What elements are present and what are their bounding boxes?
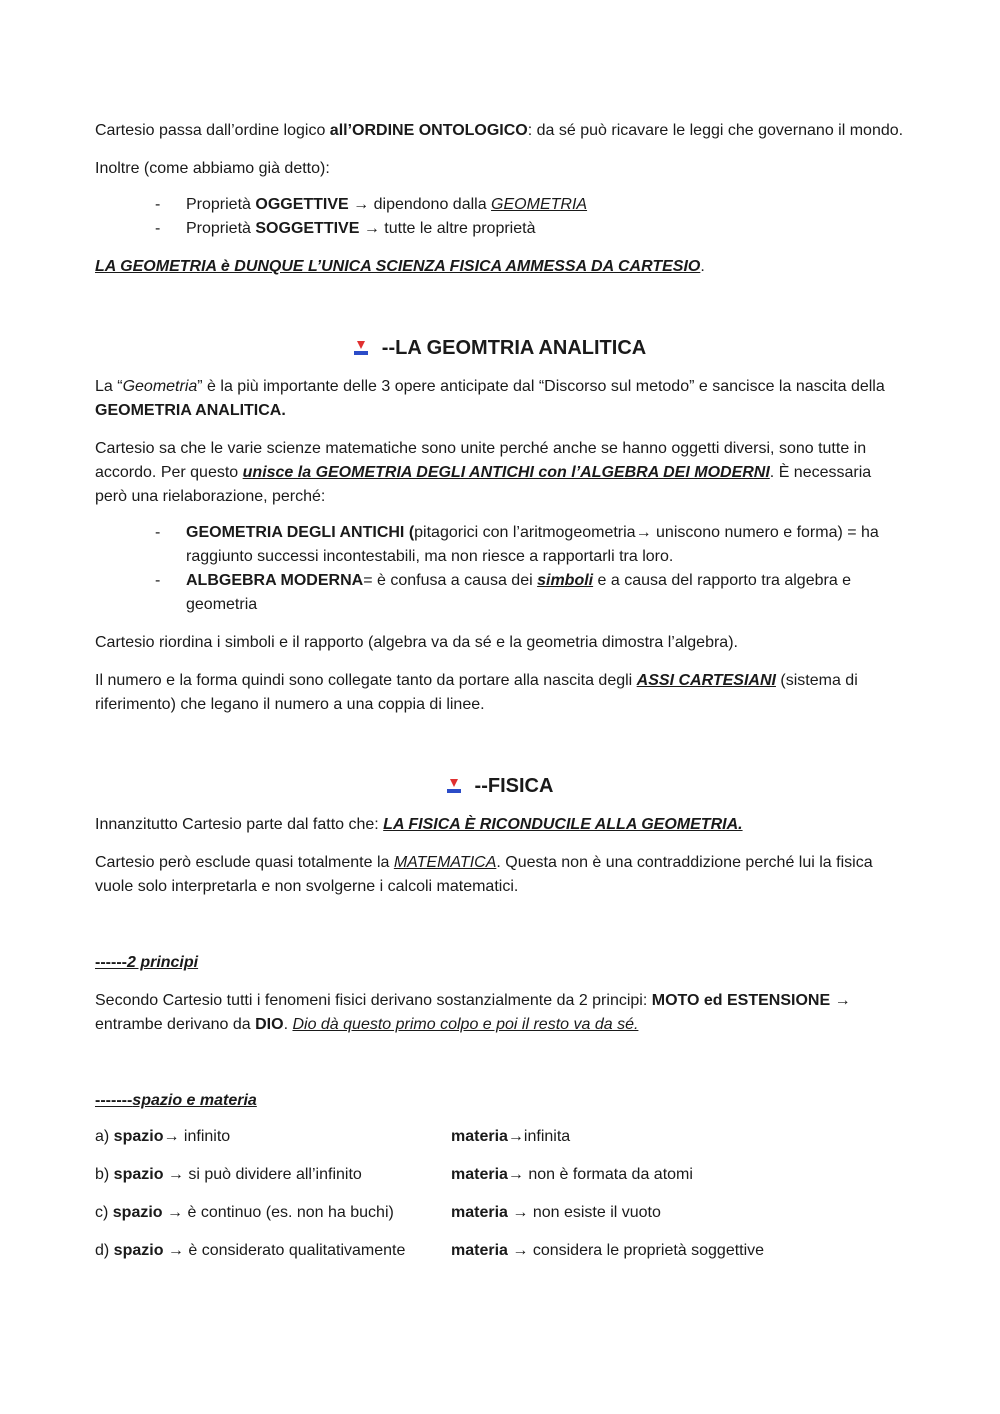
bold-text: spazio: [113, 1166, 164, 1183]
text: Cartesio però esclude quasi totalmente la: [95, 854, 394, 871]
text: infinito: [183, 1128, 231, 1145]
text: è considerato qualitativamente: [188, 1242, 406, 1259]
emphasis-text: Dio dà questo primo colpo e poi il resto va da sé.: [292, 1016, 639, 1033]
text: Cartesio passa dall’ordine logico: [95, 122, 330, 139]
text: Cartesio sa che le varie scienze matematiche sono unite perché anche se hanno oggetti diversi, sono tutte in accordo. Per questo: [95, 440, 867, 481]
bold-text: spazio: [112, 1204, 163, 1221]
emphasis-text: simboli: [537, 572, 594, 589]
list-item: [95, 217, 905, 241]
bold-text: materia: [451, 1204, 508, 1221]
space-cell: [95, 1239, 451, 1263]
subheading-text: spazio e materia: [132, 1092, 257, 1109]
arrow-right-icon: →: [507, 1204, 533, 1221]
emphasis-text: unisce la GEOMETRIA DEGLI ANTICHI con l’ALGEBRA DEI MODERNI: [242, 464, 770, 481]
text: Secondo Cartesio tutti i fenomeni fisici derivano sostanzialmente da 2 principi:: [95, 992, 652, 1009]
intro-paragraph: [95, 119, 905, 143]
arrow-right-icon: →: [162, 1204, 188, 1221]
heading-text: --LA GEOMTRIA ANALITICA: [381, 337, 647, 359]
emphasis-text: LA GEOMETRIA è DUNQUE L’UNICA SCIENZA FISICA AMMESSA DA CARTESIO: [95, 258, 701, 275]
matter-cell: [451, 1163, 693, 1187]
bold-text: ALBGEBRA MODERNA: [186, 572, 364, 589]
text: d): [95, 1242, 114, 1259]
paragraph: [95, 437, 905, 509]
list-item: [95, 521, 905, 569]
italic-text: Geometria: [122, 378, 198, 395]
text: entrambe derivano da: [95, 1016, 256, 1033]
bold-text: GEOMETRIA ANALITICA.: [95, 402, 286, 419]
dash-bullet: -: [155, 572, 161, 589]
emphasis-text: LA FISICA È RICONDUCILE ALLA GEOMETRIA.: [383, 816, 743, 833]
arrow-right-icon: →: [635, 524, 657, 541]
paragraph: [95, 375, 905, 423]
document-page: [95, 119, 905, 1263]
space-cell: [95, 1125, 451, 1149]
bold-text: GEOMETRIA DEGLI ANTICHI (: [186, 524, 415, 541]
emphasis-text: MATEMATICA: [393, 854, 497, 871]
paragraph: Cartesio riordina i simboli e il rapporto (algebra va da sé e la geometria dimostra l’algebra).: [95, 634, 738, 651]
subheading-text: 2 principi: [126, 954, 199, 971]
arrow-right-icon: →: [163, 1242, 189, 1259]
text: Proprietà: [186, 220, 256, 237]
text: ” è la più importante delle 3 opere anticipate dal “Discorso sul metodo” e sancisce la nascita della: [197, 378, 885, 395]
text: non è formata da atomi: [528, 1166, 693, 1183]
bullet-arrow-icon: [354, 341, 368, 355]
arrow-right-icon: →: [163, 1166, 189, 1183]
subheading: [95, 1089, 905, 1113]
text: Innanzitutto Cartesio parte dal fatto che:: [95, 816, 384, 833]
dash-bullet: -: [155, 196, 161, 213]
matter-cell: [451, 1239, 764, 1263]
text: Proprietà: [186, 196, 256, 213]
section-heading: [95, 773, 905, 799]
text: . Questa non è una contraddizione perché lui la fisica vuole solo interpretarla e non svolgerne i calcoli matematici.: [95, 854, 873, 895]
arrow-right-icon: →: [163, 1128, 184, 1145]
text: : da sé può ricavare le leggi che governano il mondo.: [527, 122, 904, 139]
bold-text: OGGETTIVE: [255, 196, 349, 213]
text: La “: [95, 378, 123, 395]
bold-text: materia: [451, 1166, 508, 1183]
comparison-list: [95, 521, 905, 617]
bold-text: spazio: [113, 1242, 164, 1259]
matter-cell: [451, 1201, 661, 1225]
text: tutte le altre proprietà: [384, 220, 536, 237]
text: a): [95, 1128, 114, 1145]
text: dipendono dalla: [373, 196, 492, 213]
comparison-row: [95, 1163, 905, 1187]
text: c): [95, 1204, 113, 1221]
text: pitagorici con l’aritmogeometria: [414, 524, 636, 541]
heading-text: --FISICA: [474, 775, 554, 797]
arrow-right-icon: →: [348, 196, 374, 213]
text: si può dividere all’infinito: [188, 1166, 362, 1183]
comparison-row: [95, 1125, 905, 1149]
bold-text: spazio: [113, 1128, 164, 1145]
paragraph: [95, 851, 905, 899]
bold-text: SOGGETTIVE: [255, 220, 360, 237]
paragraph: Inoltre (come abbiamo già detto):: [95, 160, 330, 177]
text: infinita: [523, 1128, 571, 1145]
emphasis-text: GEOMETRIA: [491, 196, 588, 213]
arrow-right-icon: →: [359, 220, 385, 237]
comparison-row: [95, 1201, 905, 1225]
text: .: [700, 258, 705, 275]
text: .: [283, 1016, 293, 1033]
text: considera le proprietà soggettive: [532, 1242, 765, 1259]
text: uniscono numero e forma) = ha raggiunto successi incontestabili, ma non riesce a rapportarli tra loro.: [186, 524, 879, 565]
text: è continuo (es. non ha buchi): [187, 1204, 394, 1221]
arrow-right-icon: →: [507, 1166, 529, 1183]
text: b): [95, 1166, 114, 1183]
section-heading: [95, 335, 905, 361]
bold-text: materia: [451, 1128, 508, 1145]
arrow-right-icon: →: [830, 992, 851, 1009]
property-list: [95, 193, 905, 241]
dashes: -------: [95, 1092, 133, 1109]
dashes: ------: [95, 954, 127, 971]
arrow-right-icon: →: [507, 1128, 524, 1145]
text: e a causa del rapporto tra algebra e geometria: [186, 572, 852, 613]
bold-text: DIO: [255, 1016, 284, 1033]
bold-text: materia: [451, 1242, 508, 1259]
space-cell: [95, 1201, 451, 1225]
dash-bullet: -: [155, 524, 161, 541]
paragraph: [95, 813, 905, 837]
list-item: [95, 569, 905, 617]
arrow-right-icon: →: [507, 1242, 533, 1259]
list-item: [95, 193, 905, 217]
paragraph: [95, 669, 905, 717]
paragraph: [95, 989, 905, 1037]
bold-text: MOTO ed ESTENSIONE: [651, 992, 831, 1009]
text: (sistema di riferimento) che legano il numero a una coppia di linee.: [95, 672, 858, 713]
matter-cell: [451, 1125, 570, 1149]
text: Il numero e la forma quindi sono collegate tanto da portare alla nascita degli: [95, 672, 637, 689]
text: . È necessaria però una rielaborazione, perché:: [95, 464, 872, 505]
space-cell: [95, 1163, 451, 1187]
text: non esiste il vuoto: [532, 1204, 661, 1221]
bold-text: all’ORDINE ONTOLOGICO: [329, 122, 528, 139]
conclusion-paragraph: [95, 255, 905, 279]
emphasis-text: ASSI CARTESIANI: [636, 672, 776, 689]
comparison-row: [95, 1239, 905, 1263]
dash-bullet: -: [155, 220, 161, 237]
text: = è confusa a causa dei: [363, 572, 538, 589]
subheading: [95, 951, 905, 975]
bullet-arrow-icon: [447, 779, 461, 793]
